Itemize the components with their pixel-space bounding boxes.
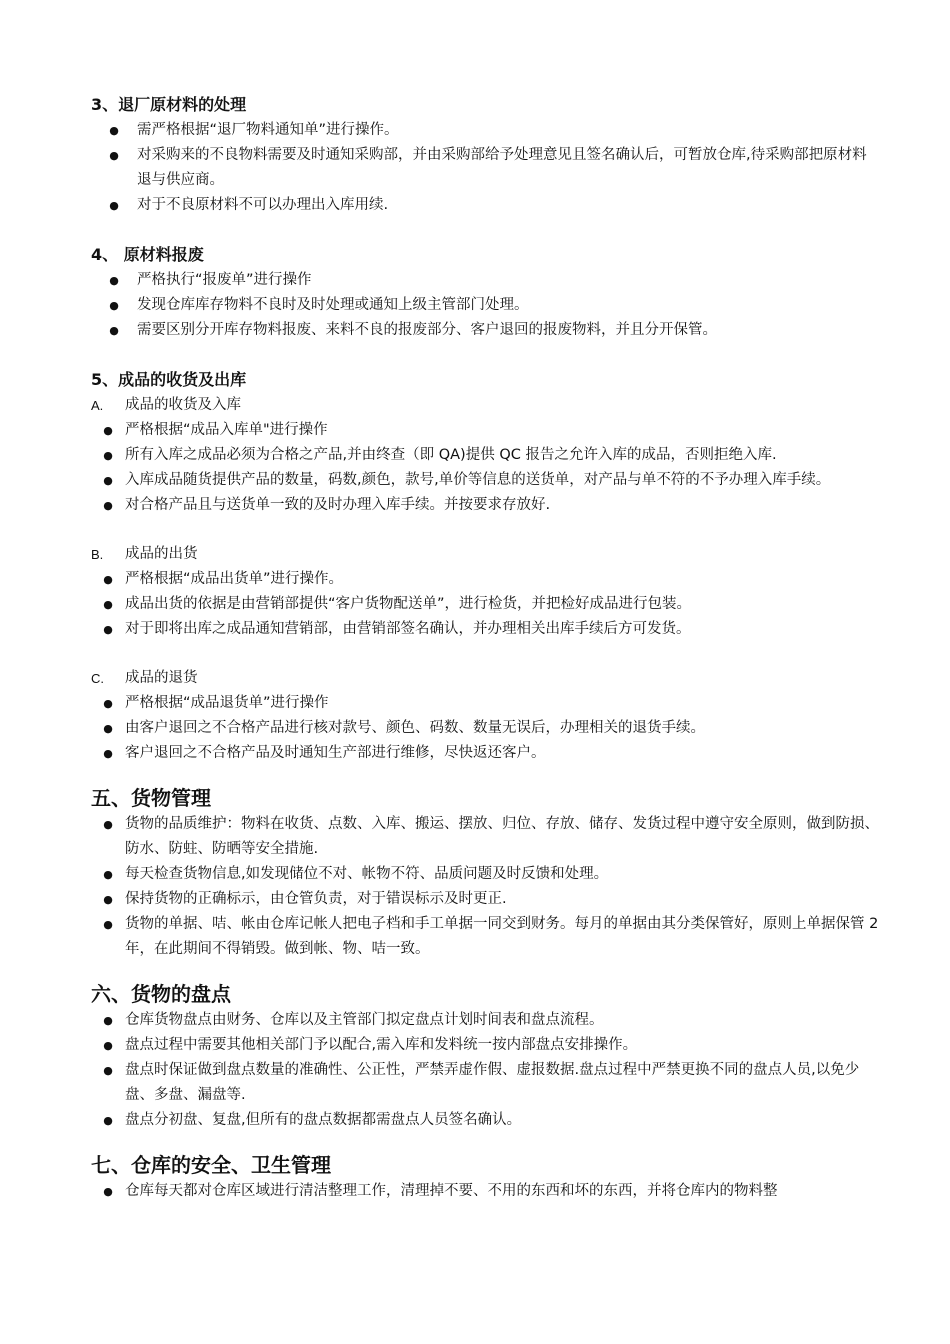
list-item: ● 对合格产品且与送货单一致的及时办理入库手续。并按要求存放好.	[91, 493, 881, 518]
list-item: ● 仓库货物盘点由财务、仓库以及主管部门拟定盘点计划时间表和盘点流程。	[91, 1008, 881, 1033]
subsection-a-heading: A. 成品的收货及入库	[91, 397, 241, 413]
bullet-icon: ●	[103, 722, 113, 735]
bullet-icon: ●	[103, 623, 113, 636]
bullet-icon: ●	[103, 1185, 113, 1198]
bullet-icon: ●	[109, 199, 119, 212]
list-item: ● 对采购来的不良物料需要及时通知采购部，并由采购部给予处理意见且签名确认后，可暂放仓库,待采购部把原材料退与供应商。	[91, 143, 881, 193]
subsection-b-heading: B. 成品的出货	[91, 546, 198, 562]
list-item: ● 货物的品质维护：物料在收货、点数、入库、搬运、摆放、归位、存放、储存、发货过程中遵守安全原则，做到防损、防水、防蛀、防晒等安全措施.	[91, 812, 881, 862]
bullet-icon: ●	[103, 1114, 113, 1127]
bullet-icon: ●	[109, 124, 119, 137]
bullet-icon: ●	[109, 149, 119, 162]
bullet-icon: ●	[103, 424, 113, 437]
bullet-icon: ●	[103, 868, 113, 881]
list-item: ● 盘点分初盘、复盘,但所有的盘点数据都需盘点人员签名确认。	[91, 1108, 881, 1133]
bullet-icon: ●	[103, 449, 113, 462]
list-item: ● 成品出货的依据是由营销部提供“客户货物配送单”，进行检货，并把检好成品进行包装。	[91, 592, 881, 617]
chapter-5-heading: 五、货物管理	[91, 786, 211, 810]
section-3-heading: 3、退厂原材料的处理	[91, 95, 247, 114]
document-content	[91, 92, 881, 1204]
chapter-7-heading: 七、仓库的安全、卫生管理	[91, 1153, 331, 1177]
list-item: ● 严格执行“报废单”进行操作	[91, 268, 881, 293]
bullet-icon: ●	[103, 573, 113, 586]
bullet-icon: ●	[103, 1014, 113, 1027]
chapter-6-heading: 六、货物的盘点	[91, 982, 231, 1006]
list-item: ● 需要区别分开库存物料报废、来料不良的报废部分、客户退回的报废物料，并且分开保管。	[91, 318, 881, 343]
bullet-icon: ●	[103, 918, 113, 931]
list-item: ● 需严格根据“退厂物料通知单”进行操作。	[91, 118, 881, 143]
bullet-icon: ●	[103, 747, 113, 760]
list-item: ● 由客户退回之不合格产品进行核对款号、颜色、码数、数量无误后，办理相关的退货手续。	[91, 716, 881, 741]
bullet-icon: ●	[103, 1039, 113, 1052]
list-item: ● 客户退回之不合格产品及时通知生产部进行维修，尽快返还客户。	[91, 741, 881, 766]
bullet-icon: ●	[109, 299, 119, 312]
section-4-heading: 4、 原材料报废	[91, 245, 204, 264]
list-item: ● 发现仓库库存物料不良时及时处理或通知上级主管部门处理。	[91, 293, 881, 318]
bullet-icon: ●	[103, 893, 113, 906]
bullet-icon: ●	[103, 1064, 113, 1077]
list-item: ● 仓库每天都对仓库区域进行清洁整理工作，清理掉不要、不用的东西和坏的东西，并将仓库内的物料整	[91, 1179, 881, 1204]
list-item: ● 保持货物的正确标示，由仓管负责，对于错误标示及时更正.	[91, 887, 881, 912]
list-item: ● 所有入库之成品必须为合格之产品,并由终查（即 QA)提供 QC 报告之允许入库的成品，否则拒绝入库.	[91, 443, 881, 468]
bullet-icon: ●	[109, 274, 119, 287]
bullet-icon: ●	[103, 697, 113, 710]
list-item: ● 严格根据“成品出货单”进行操作。	[91, 567, 881, 592]
list-item: ● 严格根据“成品退货单”进行操作	[91, 691, 881, 716]
bullet-icon: ●	[103, 499, 113, 512]
bullet-icon: ●	[103, 474, 113, 487]
list-item: ● 盘点时保证做到盘点数量的准确性、公正性，严禁弄虚作假、虚报数据.盘点过程中严禁更换不同的盘点人员,以免少盘、多盘、漏盘等.	[91, 1058, 881, 1108]
bullet-icon: ●	[103, 818, 113, 831]
list-item: ● 货物的单据、咭、帐由仓库记帐人把电子档和手工单据一同交到财务。每月的单据由其分类保管好，原则上单据保管 2 年，在此期间不得销毁。做到帐、物、咭一致。	[91, 912, 881, 962]
list-item: ● 对于不良原材料不可以办理出入库用续.	[91, 193, 881, 218]
bullet-icon: ●	[103, 598, 113, 611]
list-item: ● 入库成品随货提供产品的数量，码数,颜色，款号,单价等信息的送货单，对产品与单不符的不予办理入库手续。	[91, 468, 881, 493]
list-item: ● 对于即将出库之成品通知营销部，由营销部签名确认，并办理相关出库手续后方可发货。	[91, 617, 881, 642]
subsection-c-heading: C. 成品的退货	[91, 670, 198, 686]
section-5-heading: 5、成品的收货及出库	[91, 370, 247, 389]
list-item: ● 严格根据“成品入库单"进行操作	[91, 418, 881, 443]
list-item: ● 每天检查货物信息,如发现储位不对、帐物不符、品质问题及时反馈和处理。	[91, 862, 881, 887]
bullet-icon: ●	[109, 324, 119, 337]
list-item: ● 盘点过程中需要其他相关部门予以配合,需入库和发料统一按内部盘点安排操作。	[91, 1033, 881, 1058]
